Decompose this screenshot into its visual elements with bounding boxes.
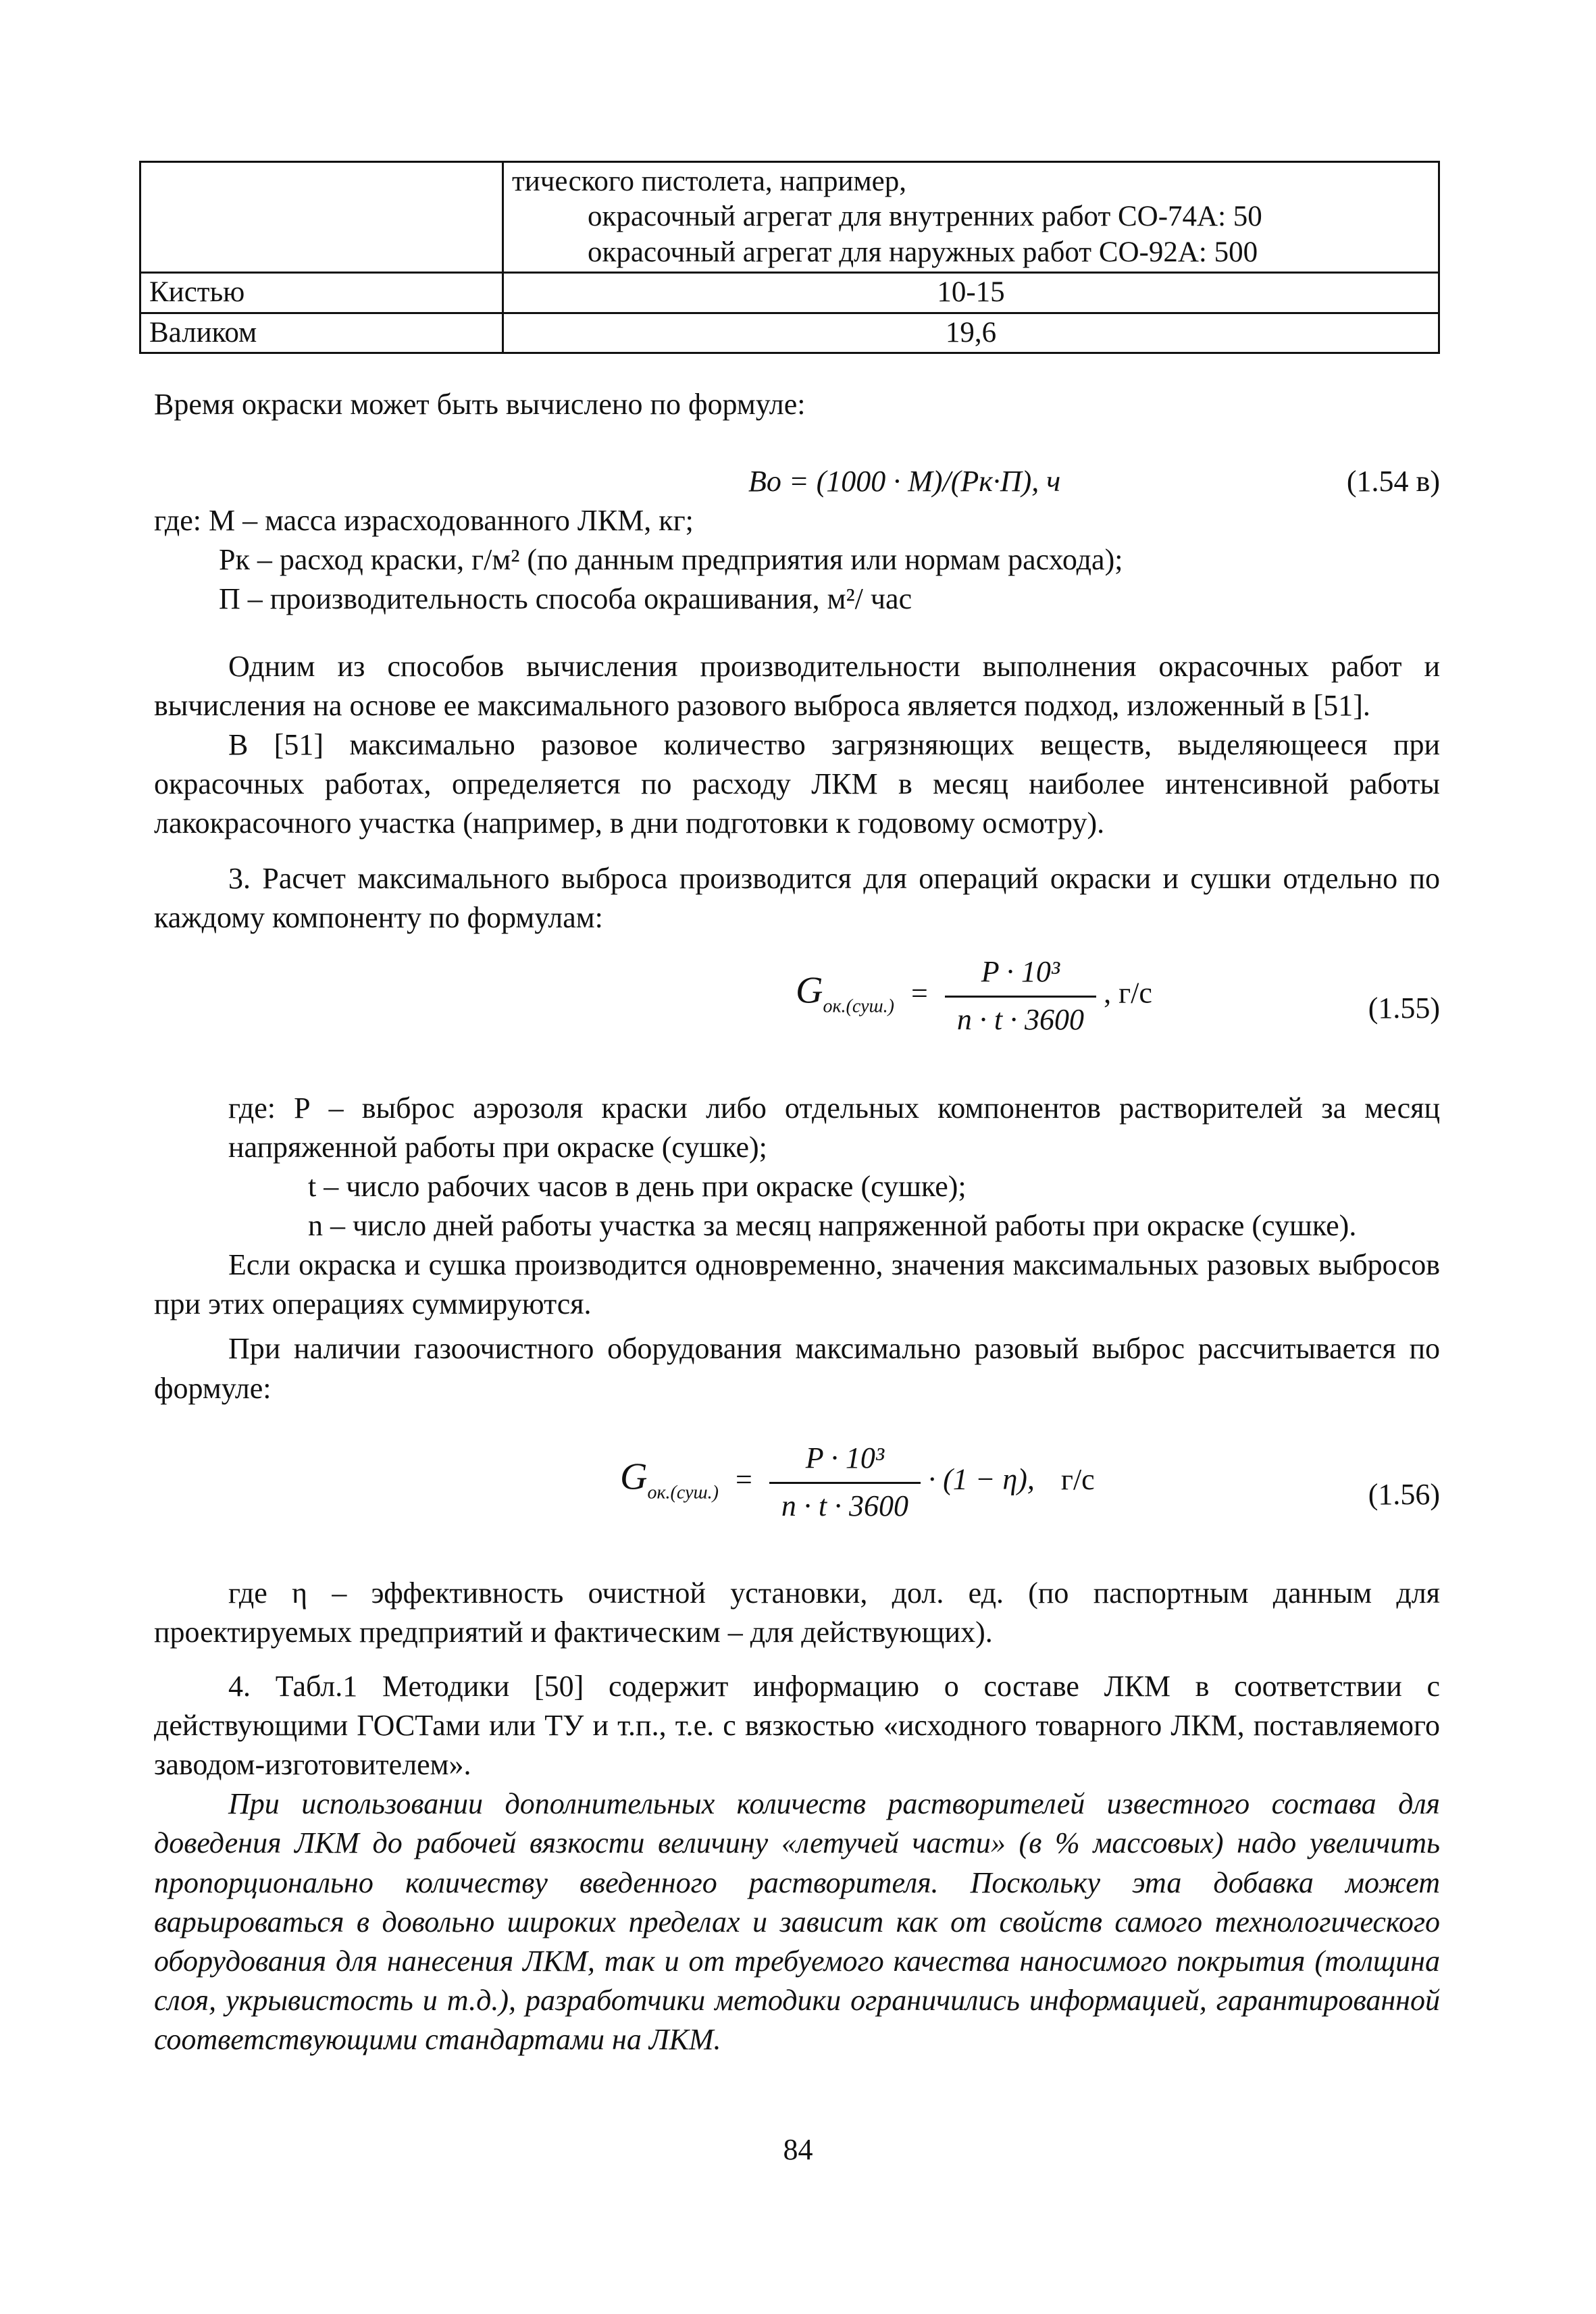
definition-pk: Рк – расход краски, г/м² (по данным предприятия или нормам расхода); [219, 543, 1123, 577]
paragraph: В [51] максимально разовое количество загрязняющих веществ, выделяющееся при окрасочных работах, определяется по расходу ЛКМ в месяц наиболее интенсивной работы лакокрасочного участка (например, в дни подготовки к годовому осмотру). [154, 728, 1440, 840]
table-row [140, 162, 1439, 273]
fraction-denominator: n · t · 3600 [956, 1003, 1085, 1037]
paragraph: где η – эффективность очистной установки, дол. ед. (по паспортным данным для проектируемых предприятий и фактическим – для действующих). [154, 1576, 1440, 1649]
table-cell [503, 162, 1439, 273]
intro-text [154, 385, 1440, 424]
page-number: 84 [783, 2133, 813, 2166]
formula-number: (1.54 в) [1346, 465, 1440, 498]
formula-lhs: G [620, 1456, 648, 1498]
formula-equals: = [736, 1462, 752, 1496]
table-cell [140, 162, 503, 273]
formula-equals: = [911, 976, 928, 1010]
italic-paragraph: При использовании дополнительных количеств растворителей известного состава для доведения ЛКМ до рабочей вязкости величину «летучей части» (в % массовых) надо увеличить пропорционально количеству введенного растворителя. Поскольку эта добавка может варьироваться в довольно широких пределах и зависит как от свойств самого технологического оборудования для нанесения ЛКМ, так и от требуемого качества наносимого покрытия (толщина слоя, укрывистость и т.д.), разработчики методики ограничились информацией, гарантированной соответствующими стандартами на ЛКМ. [154, 1787, 1440, 2056]
table-row [140, 273, 1439, 313]
formula-body [620, 1439, 1095, 1526]
paragraph: Время окраски может быть вычислено по формуле: [154, 388, 806, 421]
fraction [769, 1439, 921, 1526]
formula-unit: , г/с [1104, 976, 1152, 1010]
formula-lhs: G [796, 969, 823, 1012]
application-methods-table [139, 161, 1440, 354]
definition-m: где: М – масса израсходованного ЛКМ, кг; [154, 504, 694, 537]
formula-1-54-definitions [154, 501, 1440, 619]
table-cell: 19,6 [503, 313, 1439, 353]
formula-number: (1.56) [1368, 1478, 1440, 1511]
definition-t: t – число рабочих часов в день при окраске (сушке); [308, 1170, 967, 1204]
table-cell-line: тического пистолета, например, [512, 165, 907, 197]
definition-text: где: Р – выброс аэрозоля краски либо отдельных компонентов растворителей за месяц напряженной работы при окраске (сушке); [228, 1091, 1440, 1164]
formula-unit: г/с [1060, 1462, 1095, 1496]
paragraph: Если окраска и сушка производится одновременно, значения максимальных разовых выбросов при этих операциях суммируются. [154, 1248, 1440, 1321]
formula-1-55-definitions [154, 1089, 1440, 1408]
formula-lhs-subscript: ок.(суш.) [823, 996, 894, 1017]
table-cell-line: окрасочный агрегат для внутренних работ СО-74А: 50 [588, 201, 1262, 233]
table-cell: Валиком [140, 313, 503, 353]
paragraph: Одним из способов вычисления производительности выполнения окрасочных работ и вычисления на основе ее максимального разового выброса является подход, изложенный в [51]. [154, 650, 1440, 723]
definition-p: П – производительность способа окрашивания, м²/ час [219, 582, 912, 616]
paragraph: 3. Расчет максимального выброса производится для операций окраски и сушки отдельно по каждому компоненту по формулам: [154, 862, 1440, 935]
fraction-denominator: n · t · 3600 [781, 1489, 909, 1523]
formula-lhs-subscript: ок.(суш.) [647, 1482, 719, 1503]
paragraph: 4. Табл.1 Методики [50] содержит информацию о составе ЛКМ в соответствии с действующими ГОСТами или ТУ и т.п., т.е. с вязкостью «исходного товарного ЛКМ, поставляемого заводом-изготовителем». [154, 1670, 1440, 1782]
body-paragraphs-1 [154, 647, 1440, 938]
formula-number: (1.55) [1368, 992, 1440, 1025]
formula-expression: Вo = (1000 · M)/(Pк·П), ч [748, 465, 1061, 498]
definition-p [154, 1089, 1440, 1167]
fraction [945, 952, 1096, 1039]
fraction-numerator: P · 10³ [945, 952, 1096, 998]
formula-body [796, 952, 1152, 1039]
formula-factor: · (1 − η), [928, 1462, 1035, 1496]
body-paragraphs-2 [154, 1574, 1440, 2059]
paragraph: При наличии газоочистного оборудования максимально разовый выброс рассчитывается по формуле: [154, 1332, 1440, 1405]
table-cell-line: окрасочный агрегат для наружных работ СО-92А: 500 [588, 236, 1258, 268]
table-row [140, 313, 1439, 353]
definition-n: n – число дней работы участка за месяц напряженной работы при окраске (сушке). [308, 1209, 1357, 1243]
table-cell: Кистью [140, 273, 503, 313]
fraction-numerator: P · 10³ [769, 1439, 921, 1484]
table-cell: 10-15 [503, 273, 1439, 313]
